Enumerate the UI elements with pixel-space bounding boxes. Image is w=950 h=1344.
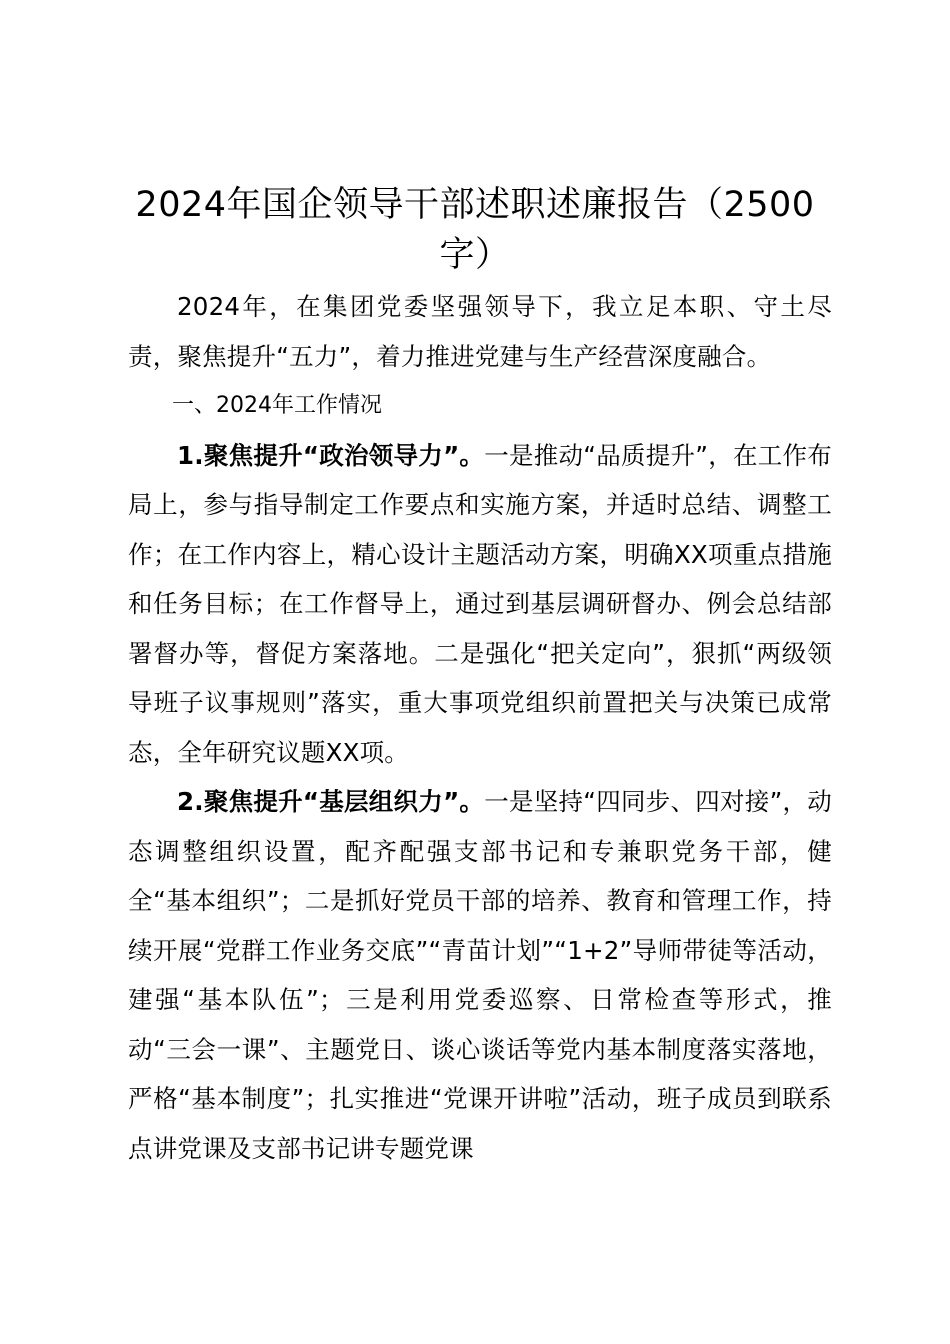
document-body [128,282,832,1173]
item-1-paragraph [128,431,832,778]
document-title: 2024年国企领导干部述职述廉报告（2500字） [135,185,815,275]
intro-paragraph: 2024年，在集团党委坚强领导下，我立足本职、守土尽责，聚焦提升“五力”，着力推进党建与生产经营深度融合。 [128,292,832,371]
item-2-lead: 2.聚焦提升“基层组织力”。 [177,787,485,816]
item-1-text: 一是推动“品质提升”，在工作布局上，参与指导制定工作要点和实施方案，并适时总结、调整工作；在工作内容上，精心设计主题活动方案，明确XX项重点措施和任务目标；在工作督导上，通过到基层调研督办、例会总结部署督办等，督促方案落地。二是强化“把关定向”，狠抓“两级领导班子议事规则”落实，重大事项党组织前置把关与决策已成常态，全年研究议题XX项。 [128,440,832,767]
item-2-paragraph [128,777,832,1173]
section-heading: 一、2024年工作情况 [172,393,382,418]
item-1-lead: 1.聚焦提升“政治领导力”。 [177,440,485,470]
item-2-text: 一是坚持“四同步、四对接”，动态调整组织设置，配齐配强支部书记和专兼职党务干部，健全“基本组织”；二是抓好党员干部的培养、教育和管理工作，持续开展“党群工作业务交底”“青苗计划”“1+2”导师带徒等活动，建强“基本队伍”；三是利用党委巡察、日常检查等形式，推动“三会一课”、主题党日、谈心谈话等党内基本制度落实落地，严格“基本制度”；扎实推进“党课开讲啦”活动，班子成员到联系点讲党课及支部书记讲专题党课 [128,787,832,1163]
